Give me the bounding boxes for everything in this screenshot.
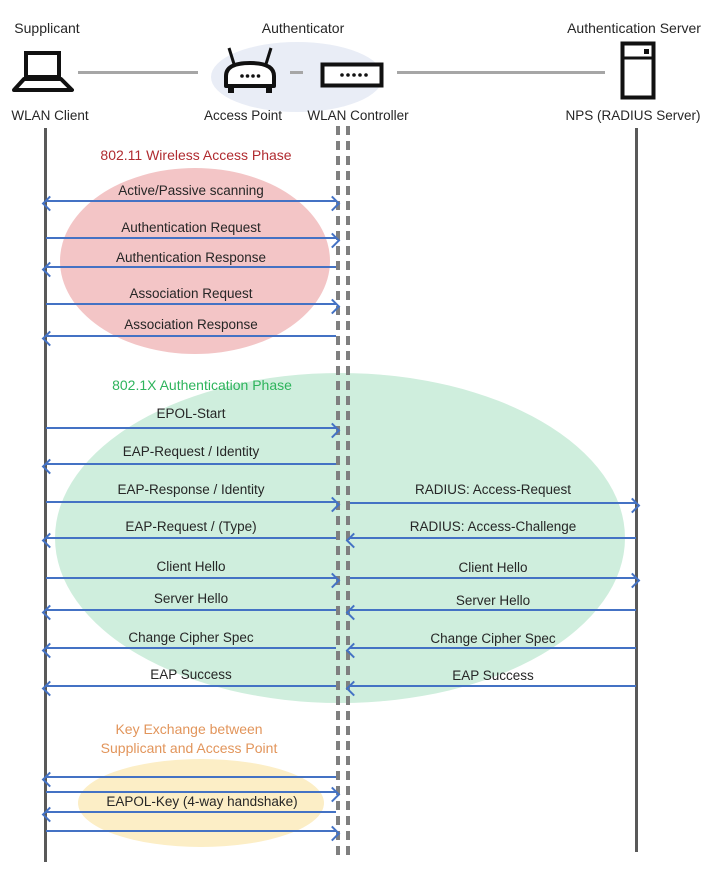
arrow-server-hello-left bbox=[46, 609, 336, 611]
arrow-eap-response-identity bbox=[46, 501, 336, 503]
connector-line-left bbox=[78, 71, 198, 74]
arrow-eap-request-identity bbox=[46, 463, 336, 465]
role-supplicant: Supplicant bbox=[14, 20, 80, 36]
message-label-auth-response: Authentication Response bbox=[115, 250, 267, 265]
role-authentication-server: Authentication Server bbox=[567, 20, 701, 36]
phase3-title-line2: Supplicant and Access Point bbox=[100, 740, 278, 756]
lifeline-wlan-controller-left bbox=[336, 126, 340, 855]
arrow-scanning bbox=[46, 200, 336, 202]
message-label-server-hello-left: Server Hello bbox=[153, 591, 229, 606]
arrow-change-cipher-right bbox=[350, 647, 636, 649]
connector-line-right bbox=[397, 71, 605, 74]
message-label-radius-access-request: RADIUS: Access-Request bbox=[414, 482, 572, 497]
message-label-eap-response-identity: EAP-Response / Identity bbox=[117, 482, 265, 497]
message-label-client-hello-left: Client Hello bbox=[156, 559, 226, 574]
arrow-radius-access-challenge bbox=[350, 537, 636, 539]
phase3-title bbox=[101, 720, 278, 758]
message-label-change-cipher-right: Change Cipher Spec bbox=[430, 631, 556, 646]
role-authenticator: Authenticator bbox=[261, 20, 345, 36]
message-label-assoc-response: Association Response bbox=[124, 317, 258, 332]
arrow-eap-success-left bbox=[46, 685, 336, 687]
message-label-change-cipher-left: Change Cipher Spec bbox=[128, 630, 254, 645]
message-label-client-hello-right: Client Hello bbox=[458, 560, 528, 575]
arrow-radius-access-request bbox=[350, 502, 636, 504]
server-icon bbox=[620, 41, 656, 100]
arrow-eapol-key-1 bbox=[46, 776, 336, 778]
connector-line-middle-dash bbox=[290, 71, 303, 74]
arrow-client-hello-left bbox=[46, 577, 336, 579]
message-label-eap-request-type: EAP-Request / (Type) bbox=[125, 519, 257, 534]
message-label-auth-request: Authentication Request bbox=[121, 220, 261, 235]
arrow-assoc-request bbox=[46, 303, 336, 305]
laptop-icon bbox=[12, 51, 74, 93]
arrow-server-hello-right bbox=[350, 609, 636, 611]
message-label-radius-access-challenge: RADIUS: Access-Challenge bbox=[409, 519, 577, 534]
node-label-nps: NPS (RADIUS Server) bbox=[565, 108, 701, 123]
arrow-change-cipher-left bbox=[46, 647, 336, 649]
message-label-scanning: Active/Passive scanning bbox=[118, 183, 264, 198]
message-label-assoc-request: Association Request bbox=[129, 286, 253, 301]
arrow-eap-success-right bbox=[350, 685, 636, 687]
message-label-eapol-key: EAPOL-Key (4-way handshake) bbox=[106, 794, 298, 809]
arrow-assoc-response bbox=[46, 335, 336, 337]
message-label-eap-success-right: EAP Success bbox=[452, 668, 534, 683]
phase3-title-line1: Key Exchange between bbox=[115, 721, 263, 737]
message-label-epol-start: EPOL-Start bbox=[156, 406, 226, 421]
arrow-eapol-key-4 bbox=[46, 830, 336, 832]
message-label-eap-request-identity: EAP-Request / Identity bbox=[122, 444, 260, 459]
arrow-client-hello-right bbox=[350, 577, 636, 579]
wlan-controller-icon bbox=[320, 62, 384, 88]
arrow-auth-request bbox=[46, 237, 336, 239]
message-label-eap-success-left: EAP Success bbox=[150, 667, 232, 682]
lifeline-nps-server bbox=[635, 128, 638, 852]
access-point-icon bbox=[218, 46, 282, 96]
lifeline-wlan-controller-right bbox=[346, 126, 350, 855]
node-label-wlan-controller: WLAN Controller bbox=[307, 108, 409, 123]
arrow-epol-start bbox=[46, 427, 336, 429]
phase2-title: 802.1X Authentication Phase bbox=[112, 377, 292, 393]
message-label-server-hello-right: Server Hello bbox=[455, 593, 531, 608]
arrow-eapol-key-2 bbox=[46, 791, 336, 793]
node-label-wlan-client: WLAN Client bbox=[11, 108, 89, 123]
arrow-auth-response bbox=[46, 266, 336, 268]
arrow-eap-request-type bbox=[46, 537, 336, 539]
node-label-access-point: Access Point bbox=[203, 108, 283, 123]
phase1-title: 802.11 Wireless Access Phase bbox=[100, 147, 292, 163]
arrow-eapol-key-3 bbox=[46, 811, 336, 813]
